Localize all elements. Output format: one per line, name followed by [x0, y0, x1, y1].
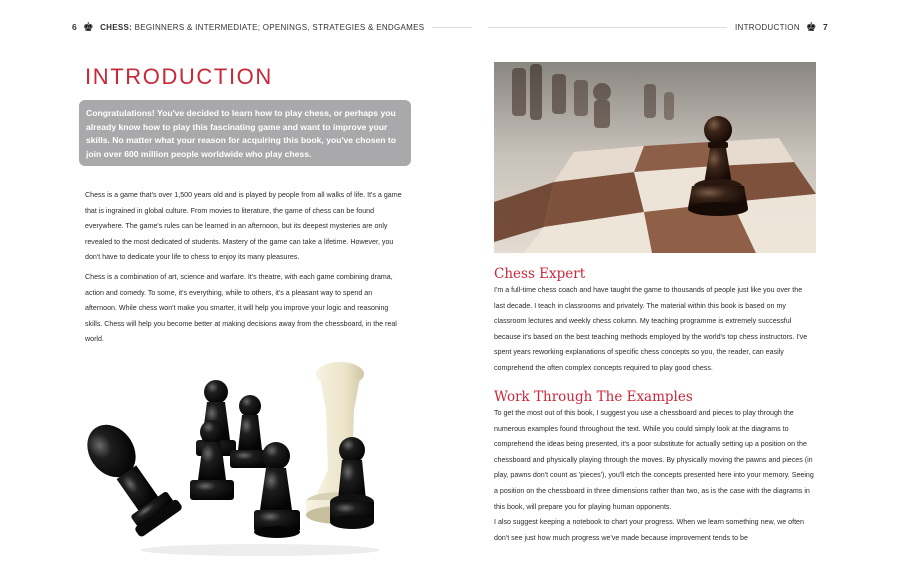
king-crown-icon: ♚	[805, 20, 817, 34]
section-name: INTRODUCTION	[734, 22, 800, 32]
intro-paragraph-2: Chess is a combination of art, science and warfare. It's theatre, with each game combining drama, action and comedy. To some, it's everything, while to others, it's a pleasant way to spend an afternoon. While chess won't make you smarter, it will help you improve your logic and reasoning skills. Chess will help you become better at making decisions away from the chessboard, in the real world.	[85, 273, 397, 344]
header-rule	[488, 27, 727, 28]
right-page-number: 7	[822, 22, 828, 32]
work-through-examples-paragraph: To get the most out of this book, I suggest you use a chessboard and pieces to play through the numerous examples found throughout the text. While you could simply look at the diagrams to comprehend the ideas being presented, it's a poor substitute for actually setting up a position on the chessboard and physically playing through the moves. By physically moving the pawns and pieces (in play, pawns don't count as 'pieces'), you'll etch the concepts presented here into your memory. Seeing a position on the chessboard in three dimensions rather than two, as is the case with the diagrams in this book, will prepare you for playing human opponents.	[494, 409, 814, 511]
fallen-black-bishop-piece	[80, 413, 183, 538]
left-running-header	[72, 22, 472, 32]
notebook-paragraph: I also suggest keeping a notebook to chart your progress. When we learn something new, we often don't see just how much progress we've made because improvement tends to be	[494, 518, 804, 542]
book-title-rest: BEGINNERS & INTERMEDIATE; OPENINGS, STRATEGIES & ENDGAMES	[132, 22, 425, 32]
king-crown-icon: ♚	[83, 20, 95, 34]
header-rule	[432, 27, 472, 28]
chess-expert-paragraph: I'm a full-time chess coach and have taught the game to thousands of people just like you over the last decade. I teach in classrooms and privately. The material within this book is based on my classroom lectures and weekly chess column. My teaching programme is extremely successful because it's based on the best teaching methods employed by the world's top chess instructors. I've spent years reworking explanations of specific chess concepts so you, the reader, can easily comprehend the often complex concepts required to play good chess.	[494, 286, 808, 372]
section-heading-work-through-examples: Work Through The Examples	[494, 389, 693, 405]
section-heading-chess-expert: Chess Expert	[494, 266, 586, 282]
right-running-header	[488, 22, 828, 32]
left-page-number: 6	[72, 22, 78, 32]
chess-pieces-image	[80, 350, 400, 560]
book-title-bold: CHESS:	[100, 22, 133, 32]
intro-callout-box: Congratulations! You've decided to learn how to play chess, or perhaps you already know how to play this fascinating game and want to improve your skills. No matter what your reason for acquiring this book, you've chosen to join over 600 million people worldwide who play chess.	[79, 100, 411, 166]
intro-paragraph-1: Chess is a game that's over 1,500 years old and is played by people from all walks of life. It's a game that is ingrained in global culture. From movies to literature, the game of chess can be found everywhere. The game's rules can be learned in an afternoon, but its deepest mysteries are only revealed to the most dedicated of students. Mastery of the game can take a lifetime. However, you don't have to dedicate your life to chess to enjoy its many pleasures.	[85, 191, 402, 262]
page-title: INTRODUCTION	[85, 64, 273, 89]
chessboard-photo	[494, 62, 816, 253]
